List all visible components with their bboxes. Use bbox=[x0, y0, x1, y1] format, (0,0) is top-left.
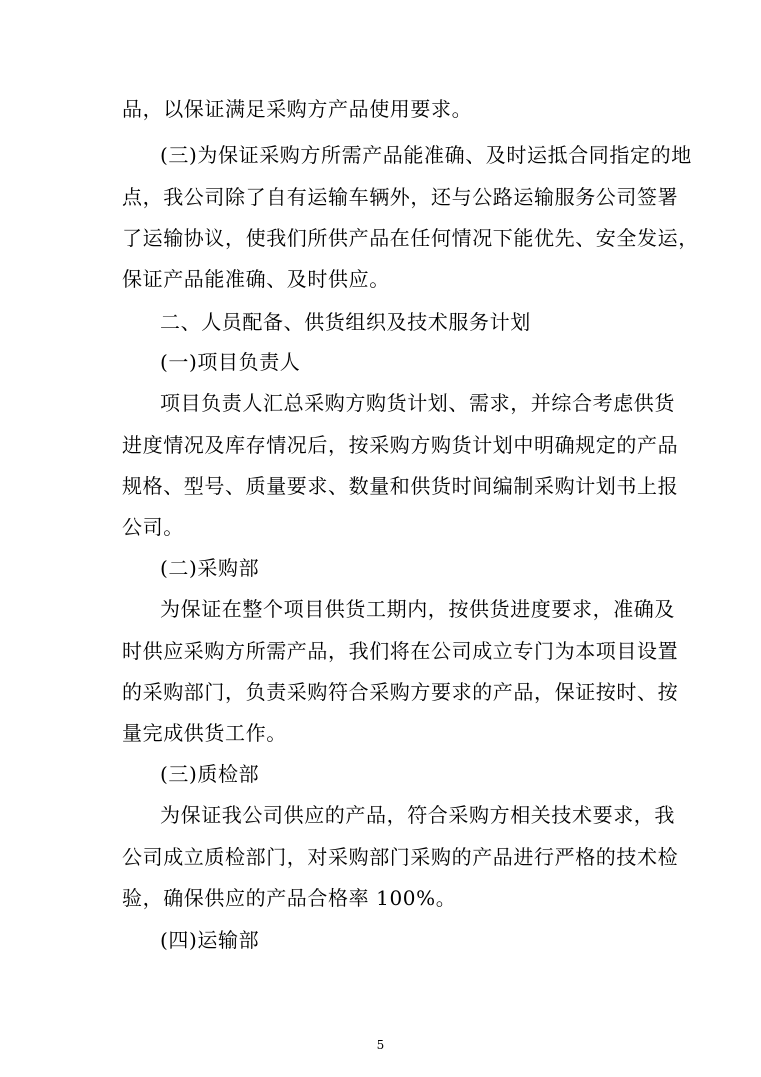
section-heading-2: 二、人员配备、供货组织及技术服务计划 bbox=[160, 310, 531, 334]
paragraph-line-11: 公司。 bbox=[122, 515, 184, 539]
paragraph-line-19: 公司成立质检部门，对采购部门采购的产品进行严格的技术检 bbox=[122, 845, 679, 869]
subsection-heading-4: (四)运输部 bbox=[160, 928, 260, 952]
paragraph-line-8: 项目负责人汇总采购方购货计划、需求，并综合考虑供货 bbox=[160, 391, 675, 415]
subsection-heading-1: (一)项目负责人 bbox=[160, 350, 301, 374]
paragraph-line-9: 进度情况及库存情况后，按采购方购货计划中明确规定的产品 bbox=[122, 433, 679, 457]
page-number: 5 bbox=[376, 1038, 385, 1052]
subsection-heading-2: (二)采购部 bbox=[160, 556, 260, 580]
paragraph-line-18: 为保证我公司供应的产品，符合采购方相关技术要求，我 bbox=[160, 803, 675, 827]
paragraph-line-4: 了运输协议，使我们所供产品在任何情况下能优先、安全发运， bbox=[122, 226, 699, 250]
paragraph-line-16: 量完成供货工作。 bbox=[122, 721, 287, 745]
paragraph-line-15: 的采购部门，负责采购符合采购方要求的产品，保证按时、按 bbox=[122, 680, 679, 704]
paragraph-line-14: 时供应采购方所需产品，我们将在公司成立专门为本项目设置 bbox=[122, 639, 679, 663]
paragraph-line-13: 为保证在整个项目供货工期内，按供货进度要求，准确及 bbox=[160, 597, 675, 621]
subsection-heading-3: (三)质检部 bbox=[160, 762, 260, 786]
paragraph-line-10: 规格、型号、质量要求、数量和供货时间编制采购计划书上报 bbox=[122, 474, 679, 498]
paragraph-line-1: 品，以保证满足采购方产品使用要求。 bbox=[122, 97, 473, 121]
paragraph-line-2: (三)为保证采购方所需产品能准确、及时运抵合同指定的地 bbox=[160, 143, 692, 167]
paragraph-line-20: 验，确保供应的产品合格率 100%。 bbox=[122, 886, 457, 910]
paragraph-line-5: 保证产品能准确、及时供应。 bbox=[122, 267, 390, 291]
paragraph-line-3: 点，我公司除了自有运输车辆外，还与公路运输服务公司签署 bbox=[122, 185, 679, 209]
